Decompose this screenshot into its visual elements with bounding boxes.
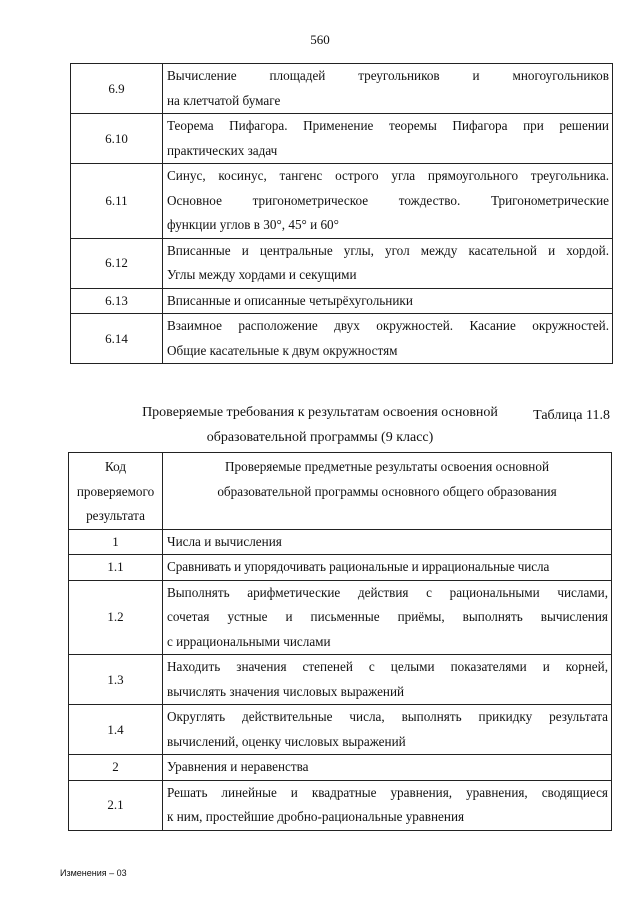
row-text xyxy=(163,114,613,164)
row-text xyxy=(163,529,612,555)
table-label: Таблица 11.8 xyxy=(533,408,610,423)
row-text xyxy=(163,555,612,581)
row-code: 6.11 xyxy=(71,164,163,239)
header-code-line: проверяемого xyxy=(76,483,155,499)
row-text-line: вычислять значения числовых выражений xyxy=(167,683,405,699)
table-row xyxy=(69,580,612,655)
table-row xyxy=(71,288,613,314)
row-text-line: Углы между хордами и секущими xyxy=(167,267,357,282)
row-text-line: сочетая устные и письменные приёмы, выполнять вычисления xyxy=(167,609,608,624)
requirements-table xyxy=(68,452,612,831)
row-text xyxy=(163,238,613,288)
row-code: 1.1 xyxy=(69,555,163,581)
row-text xyxy=(163,705,612,755)
table-row xyxy=(71,114,613,164)
row-text xyxy=(163,780,612,830)
row-text xyxy=(163,64,613,114)
row-text-line: Сравнивать и упорядочивать рациональные и иррациональные числа xyxy=(167,559,550,574)
row-text-line: Синус, косинус, тангенс острого угла прямоугольного треугольника. xyxy=(167,168,609,183)
table-row xyxy=(71,238,613,288)
row-code: 2 xyxy=(69,755,163,781)
row-text xyxy=(163,314,613,364)
row-code: 6.13 xyxy=(71,288,163,314)
table-row xyxy=(69,655,612,705)
row-text-line: с иррациональными числами xyxy=(167,633,331,649)
row-code: 2.1 xyxy=(69,780,163,830)
row-code: 1 xyxy=(69,529,163,555)
row-text-line: Решать линейные и квадратные уравнения, уравнения, сводящиеся xyxy=(167,784,608,800)
footer-revision: Изменения – 03 xyxy=(60,868,127,878)
header-text-line: Проверяемые предметные результаты освоения основной xyxy=(224,459,549,474)
row-code: 6.9 xyxy=(71,64,163,114)
topics-table xyxy=(70,63,613,364)
row-text-line: Числа и вычисления xyxy=(167,533,282,549)
row-code: 6.10 xyxy=(71,114,163,164)
row-code: 1.4 xyxy=(69,705,163,755)
table-row xyxy=(69,555,612,581)
table-row xyxy=(69,755,612,781)
row-code: 1.2 xyxy=(69,580,163,655)
row-code: 6.12 xyxy=(71,238,163,288)
row-text xyxy=(163,164,613,239)
row-text-line: Округлять действительные числа, выполнять прикидку результата xyxy=(167,709,608,724)
row-code: 1.3 xyxy=(69,655,163,705)
row-text-line: Выполнять арифметические действия с рациональными числами, xyxy=(167,584,608,600)
row-text-line: к ним, простейшие дробно-рациональные уравнения xyxy=(167,809,465,824)
row-text-line: Вписанные и описанные четырёхугольники xyxy=(167,292,413,308)
table-caption-line-2: образовательной программы (9 класс) xyxy=(206,430,434,445)
header-code-line: результата xyxy=(86,508,145,523)
row-text xyxy=(163,288,613,314)
table-caption-line-1: Проверяемые требования к результатам освоения основной xyxy=(142,405,498,420)
row-text-line: практических задач xyxy=(167,142,278,158)
row-text-line: Вписанные и центральные углы, угол между касательной и хордой. xyxy=(167,242,609,258)
header-text xyxy=(163,453,612,530)
table-row xyxy=(69,705,612,755)
row-text-line: Уравнения и неравенства xyxy=(167,759,309,774)
table-row xyxy=(69,780,612,830)
row-text-line: Взаимное расположение двух окружностей. Касание окружностей. xyxy=(167,318,609,333)
row-code: 6.14 xyxy=(71,314,163,364)
row-text xyxy=(163,755,612,781)
header-text-line: образовательной программы основного общего образования xyxy=(217,483,557,499)
row-text-line: Теорема Пифагора. Применение теоремы Пифагора при решении xyxy=(167,118,609,133)
row-text-line: Находить значения степеней с целыми показателями и корней, xyxy=(167,659,608,674)
header-code xyxy=(69,453,163,530)
row-text-line: Вычисление площадей треугольников и многоугольников xyxy=(167,68,609,83)
page-number: 560 xyxy=(310,32,330,47)
row-text xyxy=(163,580,612,655)
table-row xyxy=(71,164,613,239)
table-row xyxy=(69,529,612,555)
table-row xyxy=(71,314,613,364)
row-text-line: вычислений, оценку числовых выражений xyxy=(167,733,406,749)
row-text-line: Основное тригонометрическое тождество. Тригонометрические xyxy=(167,192,609,208)
row-text xyxy=(163,655,612,705)
table-row xyxy=(71,64,613,114)
header-code-line: Код xyxy=(104,459,127,474)
row-text-line: Общие касательные к двум окружностям xyxy=(167,342,398,358)
table-header-row xyxy=(69,453,612,530)
row-text-line: на клетчатой бумаге xyxy=(167,92,281,108)
row-text-line: функции углов в 30°, 45° и 60° xyxy=(167,217,339,232)
